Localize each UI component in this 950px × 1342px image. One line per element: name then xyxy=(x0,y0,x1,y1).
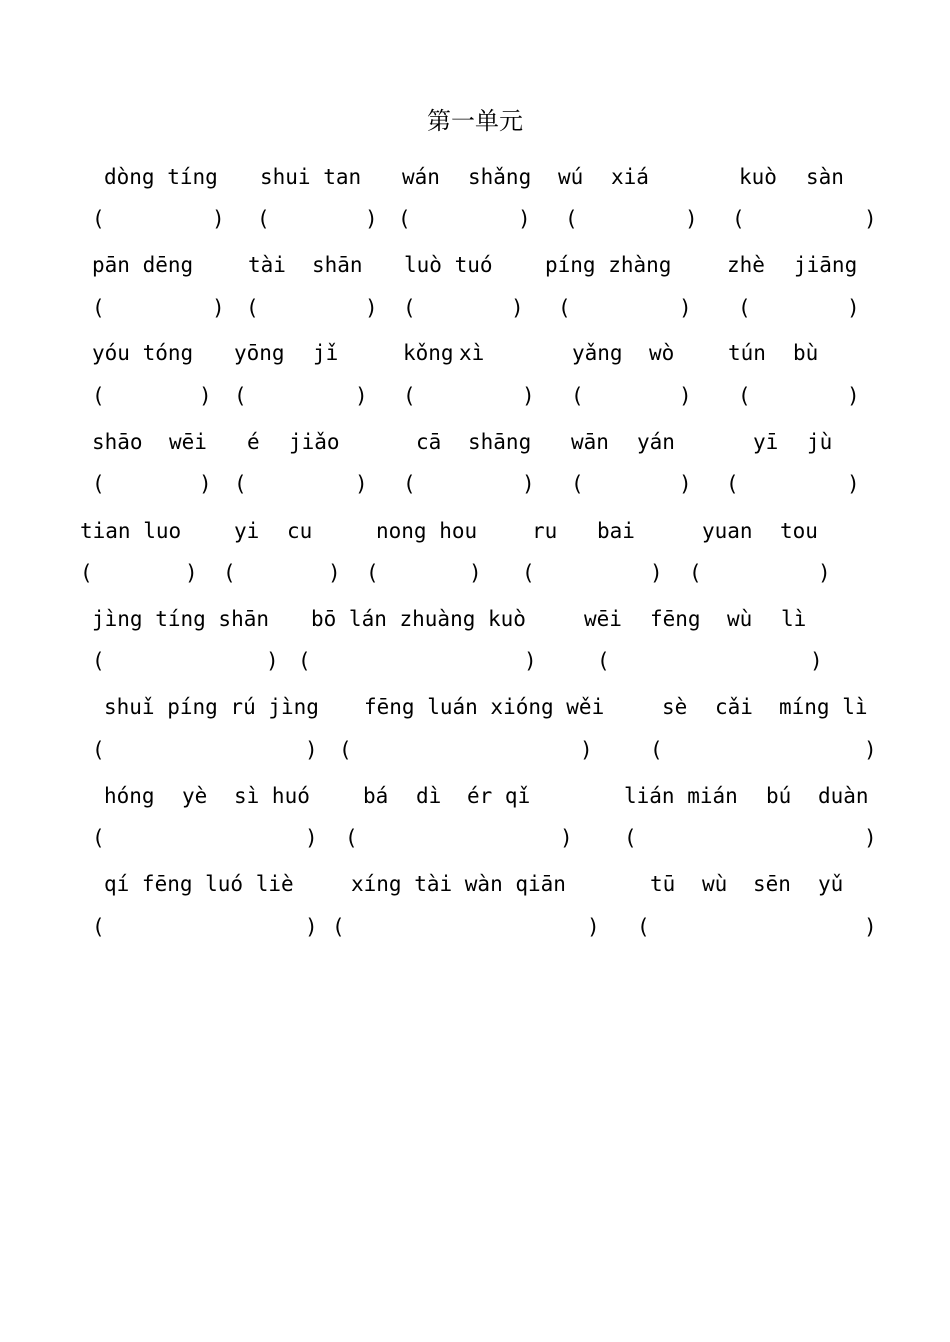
pinyin-token: dì xyxy=(416,784,442,808)
answer-bracket-close: ) xyxy=(305,826,318,850)
answer-bracket-close: ) xyxy=(864,826,877,850)
answer-bracket-open: ( xyxy=(522,561,535,585)
answer-bracket-close: ) xyxy=(365,207,378,231)
pinyin-token: wù xyxy=(702,872,728,896)
answer-row xyxy=(0,823,950,853)
answer-bracket-close: ) xyxy=(355,472,368,496)
answer-bracket-close: ) xyxy=(365,296,378,320)
pinyin-token: hóng xyxy=(104,784,155,808)
pinyin-token: jiǎo xyxy=(289,430,340,454)
pinyin-token: cā xyxy=(416,430,442,454)
answer-bracket-close: ) xyxy=(522,472,535,496)
answer-bracket-close: ) xyxy=(864,915,877,939)
pinyin-token: yǔ xyxy=(818,872,844,896)
answer-row xyxy=(0,558,950,588)
pinyin-token: kǒng xyxy=(403,341,454,365)
answer-bracket-open: ( xyxy=(92,826,105,850)
answer-bracket-close: ) xyxy=(328,561,341,585)
pinyin-token: lì xyxy=(781,607,807,631)
pinyin-token: wēi xyxy=(169,430,207,454)
pinyin-token: jìng tíng shān xyxy=(92,607,270,631)
pinyin-token: wān xyxy=(571,430,609,454)
answer-bracket-close: ) xyxy=(518,207,531,231)
pinyin-token: nong hou xyxy=(376,519,478,543)
pinyin-token: yǎng xyxy=(572,341,623,365)
pinyin-token: jù xyxy=(807,430,833,454)
answer-bracket-close: ) xyxy=(679,296,692,320)
pinyin-token: jiāng xyxy=(794,253,858,277)
answer-bracket-open: ( xyxy=(571,472,584,496)
answer-bracket-open: ( xyxy=(398,207,411,231)
pinyin-token: shāng xyxy=(468,430,532,454)
answer-bracket-open: ( xyxy=(92,649,105,673)
pinyin-row xyxy=(0,338,950,368)
answer-bracket-close: ) xyxy=(355,384,368,408)
pinyin-token: xíng tài wàn qiān xyxy=(351,872,566,896)
pinyin-token: dòng tíng xyxy=(104,165,218,189)
pinyin-token: wēi xyxy=(584,607,622,631)
answer-bracket-open: ( xyxy=(403,472,416,496)
page-title: 第一单元 xyxy=(427,107,523,135)
pinyin-token: xiá xyxy=(611,165,649,189)
pinyin-token: é xyxy=(247,430,260,454)
answer-bracket-open: ( xyxy=(571,384,584,408)
pinyin-token: wò xyxy=(649,341,675,365)
answer-bracket-close: ) xyxy=(580,738,593,762)
pinyin-token: jǐ xyxy=(313,341,339,365)
pinyin-token: sè xyxy=(662,695,688,719)
pinyin-token: shuǐ píng rú jìng xyxy=(104,695,319,719)
pinyin-token: luò tuó xyxy=(404,253,493,277)
answer-bracket-close: ) xyxy=(847,472,860,496)
answer-bracket-open: ( xyxy=(234,384,247,408)
answer-bracket-close: ) xyxy=(587,915,600,939)
pinyin-token: shui tan xyxy=(260,165,362,189)
answer-bracket-open: ( xyxy=(223,561,236,585)
pinyin-token: pān dēng xyxy=(92,253,194,277)
answer-bracket-open: ( xyxy=(650,738,663,762)
answer-bracket-open: ( xyxy=(339,738,352,762)
pinyin-token: shān xyxy=(312,253,363,277)
pinyin-token: yóu tóng xyxy=(92,341,194,365)
answer-bracket-close: ) xyxy=(212,207,225,231)
pinyin-token: yán xyxy=(637,430,675,454)
answer-row xyxy=(0,469,950,499)
pinyin-token: sàn xyxy=(806,165,844,189)
pinyin-token: cu xyxy=(287,519,313,543)
pinyin-token: xì xyxy=(459,341,485,365)
answer-bracket-close: ) xyxy=(199,472,212,496)
pinyin-token: shǎng xyxy=(468,165,532,189)
pinyin-token: bō lán zhuàng kuò xyxy=(311,607,526,631)
answer-row xyxy=(0,646,950,676)
answer-bracket-open: ( xyxy=(257,207,270,231)
answer-bracket-close: ) xyxy=(266,649,279,673)
answer-bracket-close: ) xyxy=(847,384,860,408)
pinyin-token: tū xyxy=(650,872,676,896)
pinyin-token: yuan xyxy=(702,519,753,543)
answer-bracket-close: ) xyxy=(469,561,482,585)
pinyin-token: fēng xyxy=(650,607,701,631)
answer-bracket-close: ) xyxy=(511,296,524,320)
pinyin-token: bá xyxy=(363,784,389,808)
answer-bracket-open: ( xyxy=(92,207,105,231)
answer-bracket-open: ( xyxy=(637,915,650,939)
pinyin-token: píng zhàng xyxy=(545,253,672,277)
pinyin-token: duàn xyxy=(818,784,869,808)
pinyin-token: fēng luán xióng wěi xyxy=(364,695,605,719)
pinyin-token: yè xyxy=(182,784,208,808)
pinyin-token: tài xyxy=(248,253,286,277)
pinyin-token: tou xyxy=(780,519,818,543)
answer-bracket-open: ( xyxy=(345,826,358,850)
pinyin-token: cǎi xyxy=(715,695,753,719)
pinyin-token: ér qǐ xyxy=(467,784,531,808)
answer-bracket-close: ) xyxy=(212,296,225,320)
answer-bracket-open: ( xyxy=(726,472,739,496)
answer-bracket-close: ) xyxy=(560,826,573,850)
pinyin-token: lián mián xyxy=(624,784,738,808)
answer-bracket-open: ( xyxy=(689,561,702,585)
answer-bracket-open: ( xyxy=(732,207,745,231)
answer-row xyxy=(0,912,950,942)
answer-bracket-close: ) xyxy=(679,384,692,408)
answer-bracket-close: ) xyxy=(818,561,831,585)
answer-bracket-open: ( xyxy=(738,384,751,408)
pinyin-token: qí fēng luó liè xyxy=(104,872,294,896)
pinyin-token: shāo xyxy=(92,430,143,454)
answer-bracket-close: ) xyxy=(199,384,212,408)
answer-bracket-close: ) xyxy=(864,738,877,762)
pinyin-token: bú xyxy=(766,784,792,808)
answer-bracket-close: ) xyxy=(305,738,318,762)
pinyin-token: míng lì xyxy=(779,695,868,719)
pinyin-row xyxy=(0,250,950,280)
answer-bracket-close: ) xyxy=(305,915,318,939)
pinyin-token: wú xyxy=(558,165,584,189)
answer-bracket-open: ( xyxy=(332,915,345,939)
pinyin-row xyxy=(0,427,950,457)
answer-bracket-open: ( xyxy=(624,826,637,850)
answer-bracket-close: ) xyxy=(185,561,198,585)
pinyin-token: tian luo xyxy=(80,519,182,543)
answer-bracket-open: ( xyxy=(92,915,105,939)
pinyin-token: bai xyxy=(597,519,635,543)
answer-bracket-open: ( xyxy=(298,649,311,673)
pinyin-token: sì huó xyxy=(234,784,310,808)
answer-bracket-open: ( xyxy=(403,296,416,320)
pinyin-row xyxy=(0,604,950,634)
answer-bracket-open: ( xyxy=(403,384,416,408)
answer-bracket-open: ( xyxy=(738,296,751,320)
answer-bracket-open: ( xyxy=(558,296,571,320)
pinyin-token: yōng xyxy=(234,341,285,365)
pinyin-token: wán xyxy=(402,165,440,189)
pinyin-row xyxy=(0,516,950,546)
answer-row xyxy=(0,735,950,765)
answer-bracket-close: ) xyxy=(847,296,860,320)
answer-bracket-open: ( xyxy=(92,384,105,408)
answer-bracket-open: ( xyxy=(597,649,610,673)
answer-bracket-close: ) xyxy=(810,649,823,673)
answer-bracket-close: ) xyxy=(864,207,877,231)
answer-row xyxy=(0,204,950,234)
answer-bracket-open: ( xyxy=(246,296,259,320)
pinyin-token: kuò xyxy=(739,165,777,189)
answer-row xyxy=(0,293,950,323)
answer-bracket-open: ( xyxy=(92,738,105,762)
answer-bracket-open: ( xyxy=(92,296,105,320)
pinyin-row xyxy=(0,162,950,192)
pinyin-token: tún xyxy=(728,341,766,365)
answer-bracket-close: ) xyxy=(522,384,535,408)
answer-bracket-close: ) xyxy=(685,207,698,231)
pinyin-token: wù xyxy=(727,607,753,631)
pinyin-row xyxy=(0,869,950,899)
answer-bracket-open: ( xyxy=(80,561,93,585)
pinyin-token: yi xyxy=(234,519,260,543)
answer-bracket-open: ( xyxy=(366,561,379,585)
pinyin-row xyxy=(0,781,950,811)
pinyin-token: bù xyxy=(793,341,819,365)
answer-bracket-close: ) xyxy=(524,649,537,673)
answer-bracket-close: ) xyxy=(679,472,692,496)
pinyin-row xyxy=(0,692,950,722)
pinyin-token: zhè xyxy=(727,253,765,277)
pinyin-token: yī xyxy=(753,430,779,454)
answer-bracket-open: ( xyxy=(234,472,247,496)
pinyin-token: ru xyxy=(532,519,558,543)
answer-bracket-open: ( xyxy=(92,472,105,496)
answer-bracket-open: ( xyxy=(565,207,578,231)
answer-bracket-close: ) xyxy=(650,561,663,585)
pinyin-token: sēn xyxy=(753,872,791,896)
answer-row xyxy=(0,381,950,411)
